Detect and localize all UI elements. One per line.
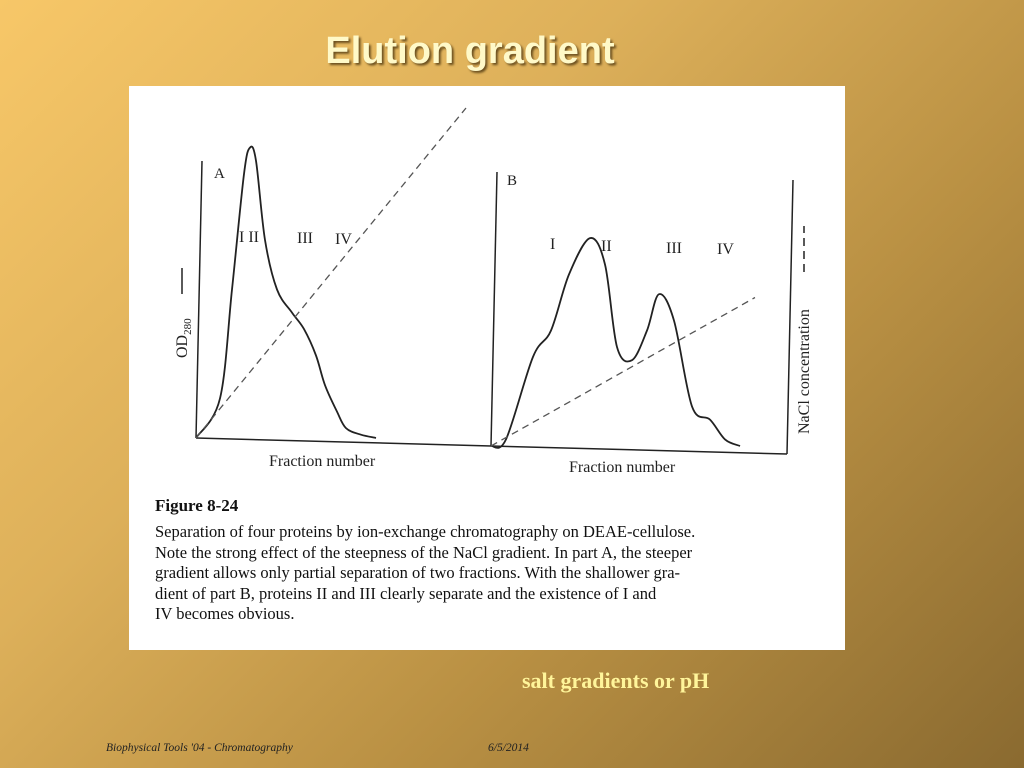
slide-title: Elution gradient — [325, 30, 615, 72]
panel-a-label: A — [214, 166, 225, 182]
panel-b-peak-label-1: I — [550, 236, 556, 253]
panel-b-od-curve — [491, 238, 740, 448]
caption-line: Note the strong effect of the steepness of the NaCl gradient. In part A, the steeper — [155, 542, 693, 562]
panel-a-y-label — [174, 268, 194, 358]
caption-line: Separation of four proteins by ion-exchange chromatography on DEAE-cellulose. — [155, 522, 696, 541]
panel-a-x-label: Fraction number — [269, 453, 376, 470]
panel-b-peak-label-3: III — [666, 240, 682, 257]
panel-b-right-axis — [787, 180, 793, 454]
footer-course-title: Biophysical Tools '04 - Chromatography — [106, 742, 293, 754]
panel-a-od-curve — [196, 147, 376, 438]
caption-line: gradient allows only partial separation of two fractions. With the shallower gra- — [155, 563, 681, 582]
caption-line: dient of part B, proteins II and III clearly separate and the existence of I and — [155, 583, 657, 603]
svg-text:OD280 — [174, 318, 194, 358]
panel-b-nacl-gradient-line — [491, 298, 755, 447]
elution-chromatogram-figure — [129, 86, 845, 486]
panel-b-y-label-text: NaCl concentration — [796, 309, 813, 434]
caption-heading: Figure 8-24 — [155, 496, 239, 515]
footer-date: 6/5/2014 — [488, 742, 529, 754]
panel-b-left-axis — [491, 172, 497, 446]
panel-a-peak-label-2: III — [297, 230, 313, 247]
panel-b-peak-label-4: IV — [717, 241, 734, 258]
panel-a-y-axis — [196, 161, 202, 438]
panel-b-y-label — [796, 226, 813, 434]
panel-b — [491, 172, 813, 476]
panel-a — [174, 108, 491, 470]
panel-b-label: B — [507, 173, 518, 189]
panel-a-x-axis — [196, 438, 491, 446]
caption-line: IV becomes obvious. — [155, 604, 295, 623]
figure-panel — [129, 86, 845, 650]
panel-a-y-label-subscript: 280 — [182, 318, 194, 335]
footnote-salt-gradients: salt gradients or pH — [522, 668, 710, 693]
panel-a-peak-label-1: I II — [239, 229, 259, 246]
caption-text — [155, 522, 825, 625]
panel-b-x-label: Fraction number — [569, 459, 676, 476]
panel-a-nacl-gradient-line — [196, 108, 466, 438]
panel-a-peak-label-3: IV — [335, 231, 352, 248]
panel-a-y-label-main: OD — [174, 334, 191, 358]
panel-b-peak-label-2: II — [601, 238, 612, 255]
figure-caption — [155, 496, 825, 625]
panel-b-x-axis — [491, 446, 787, 454]
